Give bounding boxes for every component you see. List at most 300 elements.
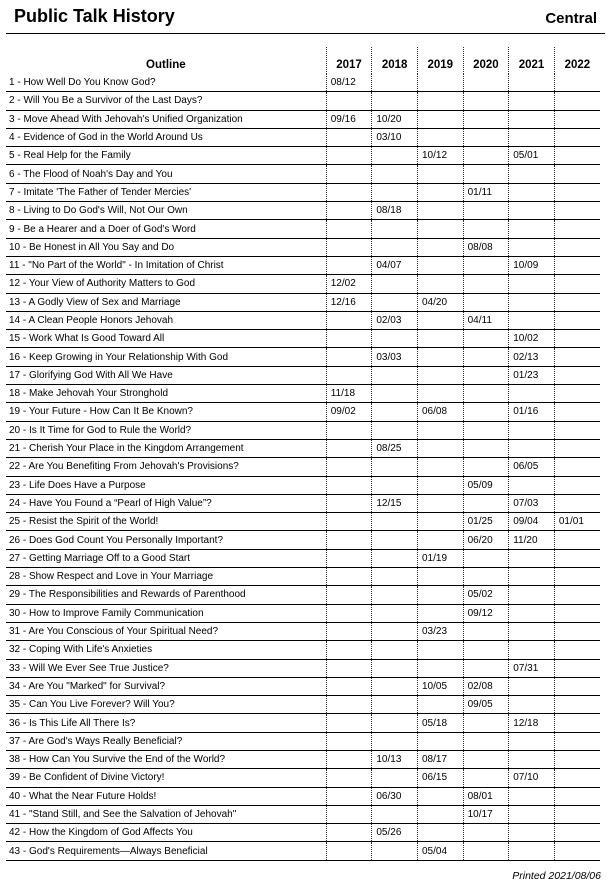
table-row [6,568,600,586]
talk-date-cell [417,330,463,348]
outline-title: 4 - Evidence of God in the World Around Us [6,128,326,146]
table-row [6,476,600,494]
talk-date-cell [509,622,555,640]
talk-date-cell [554,348,600,366]
talk-date-cell: 09/12 [463,604,509,622]
talk-date-cell [372,275,418,293]
talk-date-cell [509,677,555,695]
talk-date-cell [554,458,600,476]
talk-date-cell [417,641,463,659]
talk-date-cell: 08/12 [326,74,372,92]
table-row [6,732,600,750]
outline-title: 3 - Move Ahead With Jehovah's Unified Organization [6,110,326,128]
talk-date-cell [417,732,463,750]
congregation-name: Central [545,10,597,27]
talk-date-cell [509,275,555,293]
talk-date-cell [326,641,372,659]
talk-date-cell [554,604,600,622]
table-row [6,439,600,457]
table-row [6,659,600,677]
talk-date-cell: 04/11 [463,311,509,329]
talk-date-cell [326,750,372,768]
talk-date-cell: 10/09 [509,256,555,274]
talk-date-cell [554,293,600,311]
outline-title: 22 - Are You Benefiting From Jehovah's Provisions? [6,458,326,476]
talk-date-cell [463,439,509,457]
talk-date-cell: 10/02 [509,330,555,348]
year-column-header: 2017 [326,47,372,74]
talk-date-cell [326,165,372,183]
talk-date-cell [463,330,509,348]
talk-date-cell: 08/18 [372,202,418,220]
talk-date-cell [372,622,418,640]
talk-date-cell [372,74,418,92]
talk-date-cell: 07/10 [509,769,555,787]
talk-date-cell [554,769,600,787]
talk-date-cell [509,586,555,604]
outline-title: 11 - "No Part of the World" - In Imitation of Christ [6,256,326,274]
year-column-header: 2018 [372,47,418,74]
talk-date-cell [417,586,463,604]
talk-date-cell [326,330,372,348]
table-row [6,110,600,128]
talk-date-cell [463,458,509,476]
talk-date-cell [372,641,418,659]
talk-date-cell [509,311,555,329]
talk-date-cell [463,348,509,366]
talk-date-cell [554,549,600,567]
talk-date-cell [417,275,463,293]
talk-history-table [6,47,600,861]
outline-title: 39 - Be Confident of Divine Victory! [6,769,326,787]
talk-date-cell: 12/18 [509,714,555,732]
talk-date-cell: 03/23 [417,622,463,640]
talk-date-cell: 01/19 [417,549,463,567]
talk-date-cell [554,732,600,750]
talk-date-cell [417,202,463,220]
talk-date-cell [554,92,600,110]
talk-date-cell [372,769,418,787]
outline-title: 12 - Your View of Authority Matters to God [6,275,326,293]
talk-date-cell [463,403,509,421]
outline-column-header: Outline [146,59,186,71]
talk-date-cell: 02/03 [372,311,418,329]
talk-date-cell: 07/03 [509,494,555,512]
talk-date-cell [417,256,463,274]
talk-date-cell [326,92,372,110]
talk-date-cell: 10/13 [372,750,418,768]
talk-date-cell: 05/04 [417,842,463,860]
talk-date-cell [372,677,418,695]
table-row [6,348,600,366]
year-column-header: 2022 [554,47,600,74]
table-row [6,128,600,146]
table-row [6,403,600,421]
talk-date-cell [326,439,372,457]
talk-date-cell [326,494,372,512]
table-row [6,147,600,165]
talk-date-cell [326,256,372,274]
talk-date-cell: 05/09 [463,476,509,494]
outline-title: 37 - Are God's Ways Really Beneficial? [6,732,326,750]
talk-date-cell [372,513,418,531]
talk-date-cell [463,92,509,110]
outline-title: 28 - Show Respect and Love in Your Marriage [6,568,326,586]
talk-date-cell [417,513,463,531]
outline-title: 34 - Are You "Marked" for Survival? [6,677,326,695]
outline-title: 24 - Have You Found a “Pearl of High Value”? [6,494,326,512]
outline-title: 21 - Cherish Your Place in the Kingdom Arrangement [6,439,326,457]
talk-date-cell [509,604,555,622]
table-row [6,165,600,183]
talk-date-cell [554,256,600,274]
table-row [6,714,600,732]
year-column-header: 2019 [417,47,463,74]
talk-date-cell [463,202,509,220]
table-row [6,549,600,567]
talk-date-cell [554,421,600,439]
talk-date-cell [417,696,463,714]
outline-title: 43 - God's Requirements—Always Beneficial [6,842,326,860]
table-row [6,202,600,220]
talk-date-cell [326,787,372,805]
talk-date-cell: 09/02 [326,403,372,421]
talk-date-cell [326,147,372,165]
talk-date-cell: 06/30 [372,787,418,805]
table-body [6,74,600,860]
outline-title: 36 - Is This Life All There Is? [6,714,326,732]
talk-date-cell: 04/07 [372,256,418,274]
talk-date-cell: 12/16 [326,293,372,311]
talk-date-cell [417,568,463,586]
talk-date-cell [509,74,555,92]
outline-title: 14 - A Clean People Honors Jehovah [6,311,326,329]
talk-date-cell [509,421,555,439]
talk-date-cell [463,275,509,293]
talk-date-cell [326,842,372,860]
talk-date-cell [463,750,509,768]
talk-date-cell [509,238,555,256]
talk-date-cell: 12/15 [372,494,418,512]
talk-date-cell: 01/23 [509,366,555,384]
talk-date-cell [372,220,418,238]
talk-date-cell [554,385,600,403]
talk-date-cell [509,842,555,860]
talk-date-cell [417,476,463,494]
table-row [6,494,600,512]
talk-date-cell [554,439,600,457]
talk-date-cell [463,293,509,311]
talk-date-cell [417,805,463,823]
talk-date-cell [417,824,463,842]
talk-date-cell: 05/01 [509,147,555,165]
talk-date-cell [509,549,555,567]
talk-date-cell [417,659,463,677]
talk-date-cell [463,494,509,512]
talk-date-cell [372,165,418,183]
talk-date-cell [509,476,555,494]
table-row [6,641,600,659]
table-row [6,604,600,622]
table-row [6,275,600,293]
talk-date-cell [417,494,463,512]
talk-date-cell [417,128,463,146]
table-row [6,513,600,531]
talk-date-cell [326,311,372,329]
talk-date-cell: 04/20 [417,293,463,311]
talk-date-cell: 01/16 [509,403,555,421]
talk-date-cell [463,714,509,732]
talk-date-cell [554,165,600,183]
talk-date-cell: 05/18 [417,714,463,732]
outline-title: 6 - The Flood of Noah's Day and You [6,165,326,183]
talk-date-cell [417,92,463,110]
talk-date-cell [326,202,372,220]
outline-title: 18 - Make Jehovah Your Stronghold [6,385,326,403]
talk-date-cell [554,622,600,640]
outline-title: 16 - Keep Growing in Your Relationship With God [6,348,326,366]
talk-date-cell [554,183,600,201]
talk-date-cell [509,787,555,805]
talk-date-cell [463,732,509,750]
outline-title: 35 - Can You Live Forever? Will You? [6,696,326,714]
talk-date-cell [554,476,600,494]
talk-date-cell [509,750,555,768]
talk-date-cell [417,74,463,92]
talk-date-cell [326,458,372,476]
table-row [6,366,600,384]
outline-title: 9 - Be a Hearer and a Doer of God's Word [6,220,326,238]
talk-date-cell [372,604,418,622]
talk-date-cell [372,549,418,567]
talk-date-cell [463,622,509,640]
talk-date-cell [463,220,509,238]
talk-date-cell [326,220,372,238]
talk-date-cell [417,366,463,384]
talk-date-cell: 06/15 [417,769,463,787]
talk-date-cell [372,531,418,549]
talk-date-cell [554,696,600,714]
report-title: Public Talk History [14,6,175,26]
talk-date-cell [509,568,555,586]
talk-date-cell: 09/05 [463,696,509,714]
table-row [6,824,600,842]
talk-date-cell [463,769,509,787]
talk-date-cell [326,677,372,695]
talk-date-cell: 10/17 [463,805,509,823]
talk-date-cell [509,732,555,750]
talk-date-cell: 03/10 [372,128,418,146]
report-header [14,6,597,30]
talk-date-cell: 06/20 [463,531,509,549]
talk-date-cell [326,769,372,787]
talk-date-cell [554,147,600,165]
table-row [6,220,600,238]
outline-title: 17 - Glorifying God With All We Have [6,366,326,384]
talk-date-cell [509,385,555,403]
talk-date-cell [463,165,509,183]
table-row [6,458,600,476]
talk-date-cell [554,568,600,586]
talk-date-cell [372,476,418,494]
talk-date-cell: 02/13 [509,348,555,366]
talk-date-cell [554,74,600,92]
talk-date-cell [554,238,600,256]
talk-date-cell [417,110,463,128]
talk-date-cell [326,128,372,146]
outline-title: 2 - Will You Be a Survivor of the Last Days? [6,92,326,110]
talk-date-cell [326,421,372,439]
talk-date-cell [509,92,555,110]
talk-date-cell [417,439,463,457]
talk-date-cell [372,92,418,110]
talk-date-cell: 01/11 [463,183,509,201]
talk-date-cell: 08/01 [463,787,509,805]
talk-date-cell [554,805,600,823]
talk-date-cell [463,256,509,274]
talk-date-cell [417,787,463,805]
talk-date-cell [326,183,372,201]
talk-date-cell [417,531,463,549]
talk-date-cell [554,275,600,293]
talk-date-cell [326,476,372,494]
talk-date-cell [326,348,372,366]
talk-date-cell: 10/05 [417,677,463,695]
talk-date-cell [463,568,509,586]
table-row [6,750,600,768]
talk-date-cell [554,677,600,695]
talk-date-cell [509,805,555,823]
outline-title: 7 - Imitate 'The Father of Tender Mercies' [6,183,326,201]
talk-date-cell [463,842,509,860]
talk-date-cell [326,531,372,549]
talk-date-cell [417,311,463,329]
talk-date-cell [554,586,600,604]
year-column-header: 2021 [509,47,555,74]
talk-date-cell [326,732,372,750]
table-row [6,677,600,695]
outline-title: 32 - Coping With Life's Anxieties [6,641,326,659]
talk-date-cell [554,842,600,860]
talk-date-cell [554,330,600,348]
talk-date-cell [509,202,555,220]
talk-date-cell: 10/20 [372,110,418,128]
talk-date-cell [463,366,509,384]
talk-date-cell [554,787,600,805]
talk-date-cell [326,549,372,567]
talk-date-cell [372,385,418,403]
talk-date-cell [326,805,372,823]
header-divider [6,33,605,34]
talk-date-cell [372,147,418,165]
talk-date-cell [509,439,555,457]
talk-date-cell [417,421,463,439]
talk-date-cell [509,110,555,128]
talk-date-cell [554,110,600,128]
talk-date-cell [372,805,418,823]
table-row [6,74,600,92]
talk-date-cell [372,293,418,311]
talk-date-cell [372,238,418,256]
talk-date-cell: 08/17 [417,750,463,768]
talk-date-cell [463,74,509,92]
talk-date-cell [372,568,418,586]
talk-date-cell [372,458,418,476]
talk-date-cell: 12/02 [326,275,372,293]
outline-title: 31 - Are You Conscious of Your Spiritual Need? [6,622,326,640]
table-row [6,622,600,640]
table-row [6,92,600,110]
talk-date-cell [417,238,463,256]
outline-title: 5 - Real Help for the Family [6,147,326,165]
printed-date: Printed 2021/08/06 [512,870,601,882]
talk-date-cell [509,293,555,311]
talk-date-cell [554,494,600,512]
outline-title: 40 - What the Near Future Holds! [6,787,326,805]
talk-date-cell [372,714,418,732]
outline-title: 27 - Getting Marriage Off to a Good Start [6,549,326,567]
outline-title: 8 - Living to Do God's Will, Not Our Own [6,202,326,220]
table-row [6,421,600,439]
outline-title: 15 - Work What Is Good Toward All [6,330,326,348]
talk-date-cell: 06/05 [509,458,555,476]
talk-date-cell [463,385,509,403]
outline-title: 25 - Resist the Spirit of the World! [6,513,326,531]
talk-date-cell [554,366,600,384]
talk-date-cell [372,732,418,750]
table-row [6,787,600,805]
talk-date-cell [554,641,600,659]
table-row [6,238,600,256]
talk-date-cell [554,403,600,421]
talk-date-cell [326,604,372,622]
talk-date-cell [463,110,509,128]
talk-date-cell [463,549,509,567]
talk-date-cell [509,220,555,238]
talk-date-cell: 02/08 [463,677,509,695]
talk-date-cell [326,513,372,531]
talk-date-cell [463,659,509,677]
talk-date-cell [463,824,509,842]
talk-date-cell: 11/18 [326,385,372,403]
talk-date-cell [417,385,463,403]
talk-date-cell [326,238,372,256]
talk-date-cell [326,568,372,586]
talk-date-cell [326,824,372,842]
talk-date-cell [326,622,372,640]
talk-date-cell [554,531,600,549]
talk-date-cell [463,147,509,165]
talk-date-cell [417,604,463,622]
talk-date-cell [326,696,372,714]
talk-date-cell [326,366,372,384]
talk-date-cell [372,330,418,348]
talk-date-cell [509,165,555,183]
table-row [6,385,600,403]
talk-date-cell [417,348,463,366]
talk-date-cell: 05/26 [372,824,418,842]
talk-date-cell [417,458,463,476]
talk-date-cell [509,183,555,201]
table-row [6,183,600,201]
talk-date-cell [372,403,418,421]
talk-date-cell: 07/31 [509,659,555,677]
talk-date-cell [509,128,555,146]
outline-title: 42 - How the Kingdom of God Affects You [6,824,326,842]
talk-date-cell [372,421,418,439]
outline-title: 23 - Life Does Have a Purpose [6,476,326,494]
table-row [6,293,600,311]
